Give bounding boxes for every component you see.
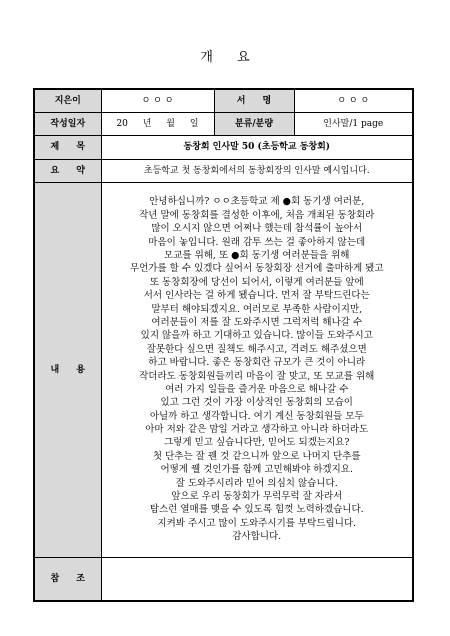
author-label: 지은이 [34, 89, 101, 112]
title-row [34, 135, 413, 159]
content-line: 탐스런 열매를 맺을 수 있도록 힘껏 노력하겠습니다. [149, 504, 364, 516]
content-line: 그렇게 믿고 싶습니다만, 믿어도 되겠는지요? [164, 437, 350, 449]
content-line: 어떻게 꿸 것인가를 함께 고민해봐야 하겠지요. [160, 464, 353, 476]
content-line: 또 동창회장에 당선이 되어서, 이렇게 여러분들 앞에 [149, 276, 364, 288]
content-line: 안녕하십니까? ㅇㅇ초등학교 제 ●회 동기생 여러분, [149, 196, 365, 208]
content-row [34, 182, 413, 557]
content-line: 여러 가지 일들을 즐거운 마음으로 해나갈 수 [165, 383, 349, 395]
reference-value [101, 557, 413, 601]
content-line: 서서 인사라는 걸 하게 됐습니다. 먼저 잘 부탁드린다는 [143, 290, 370, 302]
content-line: 첫 단추는 잘 꿴 것 같으니까 앞으로 나머지 단추를 [152, 450, 361, 462]
content-line: 있고 그런 것이 가장 이상적인 동창회의 모습이 [160, 397, 353, 409]
page-title: 개 요 [200, 50, 250, 65]
document-title: 동창회 인사말 50 (초등학교 동창회) [101, 135, 413, 159]
content-line: 앞으로 우리 동창회가 무럭무럭 잘 자라서 [171, 491, 343, 503]
summary-text: 초등학교 첫 동창회에서의 동창회장의 인사말 예시입니다. [101, 159, 413, 182]
content-line: 잘 도와주시리라 믿어 의심치 않습니다. [175, 477, 338, 489]
content-line: 잘못한다 싶으면 질책도 해주시고, 격려도 해주셨으면 [146, 343, 367, 355]
content-line: 감사합니다. [232, 531, 282, 543]
content-line: 말부터 해야되겠지요. 여러모로 부족한 사람이지만, [151, 303, 363, 315]
content-line: 무언가를 할 수 있겠다 싶어서 동창회장 선거에 출마하게 됐고 [129, 263, 384, 275]
content-line: 여러분들이 저를 잘 도와주시면 그럭저럭 해나갈 수 [151, 316, 363, 328]
date-row [34, 112, 413, 135]
author-value: ㅇ ㅇ ㅇ [101, 89, 214, 112]
date-label: 작성일자 [34, 112, 101, 135]
summary-form-table [33, 88, 414, 602]
content-line: 작더라도 동창회원들끼리 마음이 잘 맞고, 또 모교를 위해 [139, 370, 375, 382]
content-line: 하고 바랍니다. 좋은 동창회란 규모가 큰 것이 아니라 [148, 357, 366, 369]
summary-label: 요 약 [34, 159, 101, 182]
reference-row [34, 557, 413, 601]
content-line: 마음이 놓입니다. 원래 감투 쓰는 걸 좋아하지 않는데 [148, 236, 366, 248]
reference-label: 참 조 [34, 557, 101, 601]
content-line: 작년 말에 동창회를 결성한 이후에, 처음 개최된 동창회라 [139, 209, 375, 221]
signature-label: 서 명 [214, 89, 294, 112]
category-label: 분류/분량 [214, 112, 294, 135]
content-line: 지켜봐 주시고 많이 도와주시기를 부탁드립니다. [157, 517, 357, 529]
summary-row [34, 159, 413, 182]
content-line: 있지 않을까 하고 기대하고 있습니다. 많이들 도와주시고 [140, 330, 373, 342]
content-label: 내 용 [34, 182, 101, 557]
content-line: 모교를 위해, 또 ●회 동기생 여러분들을 위해 [164, 249, 350, 261]
date-value: 20 년 월 일 [101, 112, 214, 135]
category-value: 인사말/1 page [294, 112, 413, 135]
title-label: 제 목 [34, 135, 101, 159]
content-line: 아마 저와 같은 맘일 거라고 생각하고 아니라 하더라도 [145, 424, 369, 436]
signature-value: ㅇ ㅇ ㅇ [294, 89, 413, 112]
content-line: 아닐까 하고 생각합니다. 여기 계신 동창회원들 모두 [149, 410, 364, 422]
content-line: 많이 오시지 않으면 어쩌나 했는데 참석률이 높아서 [151, 223, 363, 235]
content-body [101, 182, 413, 557]
author-row [34, 89, 413, 112]
